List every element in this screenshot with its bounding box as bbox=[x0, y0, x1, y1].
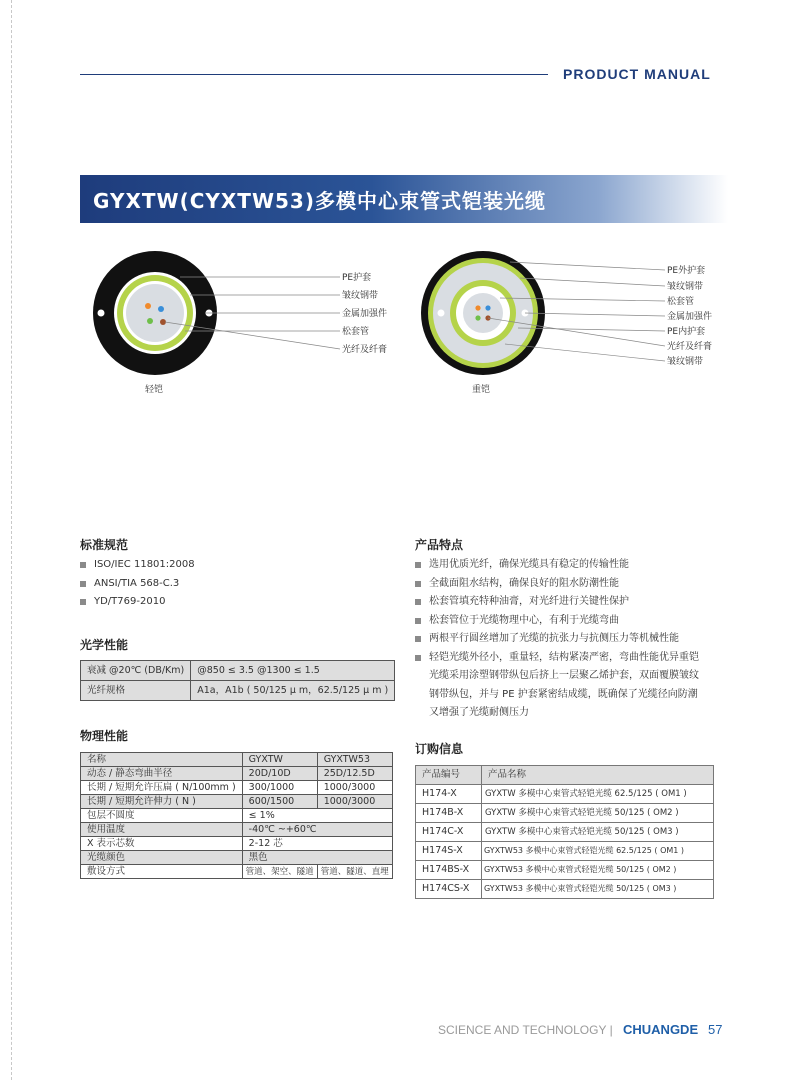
heavy-loose-tube bbox=[463, 293, 503, 333]
table-cell: 敷设方式 bbox=[81, 865, 243, 879]
table-cell: 25D/12.5D bbox=[317, 767, 392, 781]
feature-continuation-line: 又增强了光缆耐侧压力 bbox=[429, 707, 529, 718]
table-header-cell: 产品编号 bbox=[416, 766, 482, 785]
table-header-cell: 产品名称 bbox=[482, 766, 714, 785]
light-fiber-blue bbox=[158, 306, 164, 312]
table-cell: 600/1500 bbox=[242, 795, 317, 809]
physical-title: 物理性能 bbox=[80, 729, 129, 743]
feature-item: 全截面阻水结构，确保良好的阻水防潮性能 bbox=[415, 575, 699, 594]
table-cell: GYXTW 多模中心束管式轻铠光缆 50/125 ( OM2 ) bbox=[482, 804, 714, 823]
light-fiber-green bbox=[147, 318, 153, 324]
feature-continuation-line: 光缆采用涂塑钢带纵包后挤上一层聚乙烯护套，双面覆膜皱纹 bbox=[429, 670, 699, 681]
page-number: 57 bbox=[708, 1022, 723, 1037]
table-cell: H174C-X bbox=[416, 823, 482, 842]
table-cell: GYXTW 多模中心束管式轻铠光缆 62.5/125 ( OM1 ) bbox=[482, 785, 714, 804]
optical-table bbox=[80, 660, 395, 701]
table-row bbox=[81, 809, 393, 823]
table-cell: H174CS-X bbox=[416, 880, 482, 899]
heavy-fiber-green bbox=[475, 315, 480, 320]
table-cell: GYXTW53 多模中心束管式轻铠光缆 62.5/125 ( OM1 ) bbox=[482, 842, 714, 861]
table-row bbox=[416, 823, 714, 842]
table-cell: H174S-X bbox=[416, 842, 482, 861]
table-cell: 长期 / 短期允许压扁 ( N/100mm ) bbox=[81, 781, 243, 795]
standards-list bbox=[80, 556, 195, 612]
table-row bbox=[81, 823, 393, 837]
product-title: GYXTW(CYXTW53)多模中心束管式铠装光缆 bbox=[93, 189, 546, 213]
table-cell: ≤ 1% bbox=[242, 809, 392, 823]
table-cell: A1a，A1b ( 50/125 μ m，62.5/125 μ m ) bbox=[191, 681, 395, 701]
heavy-label-loose-tube: 松套管 bbox=[667, 297, 695, 307]
table-cell: 使用温度 bbox=[81, 823, 243, 837]
table-cell: 黑色 bbox=[242, 851, 392, 865]
table-cell: -40℃ ~+60℃ bbox=[242, 823, 392, 837]
table-row bbox=[81, 795, 393, 809]
table-cell: GYXTW53 多模中心束管式轻铠光缆 50/125 ( OM3 ) bbox=[482, 880, 714, 899]
heavy-label-pe-inner-sheath: PE内护套 bbox=[667, 327, 706, 337]
feature-continuation-line: 钢带纵包，并与 PE 护套紧密结成缆，既确保了光缆径向防潮 bbox=[429, 688, 698, 700]
light-caption: 轻铠 bbox=[145, 385, 164, 395]
header-title: PRODUCT MANUAL bbox=[563, 66, 711, 82]
features-title: 产品特点 bbox=[415, 538, 464, 552]
feature-continuation bbox=[429, 667, 699, 723]
table-row bbox=[81, 767, 393, 781]
table-cell: H174B-X bbox=[416, 804, 482, 823]
feature-item: 两根平行圆丝增加了光缆的抗张力与抗侧压力等机械性能 bbox=[415, 630, 699, 649]
table-cell: 衰减 @20℃ (DB/Km) bbox=[81, 661, 191, 681]
feature-item: 松套管填充特种油膏，对光纤进行关键性保护 bbox=[415, 593, 699, 612]
feature-item: 轻铠光缆外径小，重量轻，结构紧凑严密，弯曲性能优异重铠 bbox=[415, 649, 699, 668]
standards-title: 标准规范 bbox=[80, 538, 129, 552]
heavy-fiber-orange bbox=[475, 305, 480, 310]
heavy-label-strength-member: 金属加强件 bbox=[667, 312, 713, 322]
table-cell: 1000/3000 bbox=[317, 795, 392, 809]
table-header-cell: GYXTW bbox=[242, 753, 317, 767]
table-row bbox=[81, 681, 395, 701]
standard-item: ISO/IEC 11801:2008 bbox=[80, 556, 195, 575]
heavy-label-pe-outer-sheath: PE外护套 bbox=[667, 266, 706, 276]
table-cell: 1000/3000 bbox=[317, 781, 392, 795]
table-row bbox=[81, 661, 395, 681]
table-row bbox=[416, 842, 714, 861]
table-row bbox=[81, 865, 393, 879]
light-label-strength-member: 金属加强件 bbox=[342, 309, 388, 319]
heavy-fiber-blue bbox=[485, 305, 490, 310]
ordering-title: 订购信息 bbox=[415, 742, 464, 756]
features-list bbox=[415, 556, 699, 667]
table-cell: 包层不圆度 bbox=[81, 809, 243, 823]
table-cell: 2-12 芯 bbox=[242, 837, 392, 851]
table-cell: 光缆颜色 bbox=[81, 851, 243, 865]
heavy-label-steel-tape-inner: 皱纹钢带 bbox=[667, 357, 704, 367]
light-armor-cable-diagram bbox=[93, 251, 387, 395]
table-cell: 动态 / 静态弯曲半径 bbox=[81, 767, 243, 781]
standard-item: YD/T769-2010 bbox=[80, 593, 195, 612]
light-label-steel-tape: 皱纹钢带 bbox=[342, 291, 379, 301]
footer-tagline: SCIENCE AND TECHNOLOGY | bbox=[438, 1023, 613, 1037]
table-cell: 光纤规格 bbox=[81, 681, 191, 701]
table-header-cell: GYXTW53 bbox=[317, 753, 392, 767]
table-cell: 长期 / 短期允许伸力 ( N ) bbox=[81, 795, 243, 809]
table-row bbox=[416, 861, 714, 880]
ordering-table bbox=[415, 765, 714, 899]
heavy-label-fiber-gel: 光纤及纤膏 bbox=[667, 342, 713, 352]
heavy-armor-cable-diagram bbox=[421, 251, 712, 395]
table-cell: GYXTW53 多模中心束管式轻铠光缆 50/125 ( OM2 ) bbox=[482, 861, 714, 880]
table-cell: 管道、架空、隧道 bbox=[242, 865, 317, 879]
table-row bbox=[81, 837, 393, 851]
heavy-caption: 重铠 bbox=[472, 385, 491, 395]
light-label-fiber-gel: 光纤及纤膏 bbox=[342, 345, 388, 355]
table-row bbox=[81, 781, 393, 795]
cable-cross-section-diagrams bbox=[0, 0, 800, 420]
feature-item: 松套管位于光缆物理中心，有利于光缆弯曲 bbox=[415, 612, 699, 631]
light-label-pe-sheath: PE护套 bbox=[342, 273, 372, 283]
table-row bbox=[416, 785, 714, 804]
light-fiber-orange bbox=[145, 303, 151, 309]
table-cell: 管道、隧道、直埋 bbox=[317, 865, 392, 879]
feature-item: 选用优质光纤，确保光缆具有稳定的传输性能 bbox=[415, 556, 699, 575]
footer-brand: CHUANGDE bbox=[623, 1022, 699, 1037]
table-cell: 300/1000 bbox=[242, 781, 317, 795]
light-strength-member-left bbox=[98, 310, 105, 317]
table-cell: H174-X bbox=[416, 785, 482, 804]
optical-title: 光学性能 bbox=[80, 638, 129, 652]
table-cell: 20D/10D bbox=[242, 767, 317, 781]
light-loose-tube bbox=[126, 284, 184, 342]
light-label-loose-tube: 松套管 bbox=[342, 327, 370, 337]
table-cell: H174BS-X bbox=[416, 861, 482, 880]
table-header-cell: 名称 bbox=[81, 753, 243, 767]
table-cell: GYXTW 多模中心束管式轻铠光缆 50/125 ( OM3 ) bbox=[482, 823, 714, 842]
physical-table bbox=[80, 752, 393, 879]
table-cell: X 表示芯数 bbox=[81, 837, 243, 851]
standard-item: ANSI/TIA 568-C.3 bbox=[80, 575, 195, 594]
table-row bbox=[416, 804, 714, 823]
table-row bbox=[81, 753, 393, 767]
table-cell: @850 ≤ 3.5 @1300 ≤ 1.5 bbox=[191, 661, 395, 681]
heavy-strength-member-left bbox=[438, 310, 445, 317]
table-row bbox=[416, 880, 714, 899]
table-row bbox=[81, 851, 393, 865]
heavy-label-steel-tape-outer: 皱纹钢带 bbox=[667, 282, 704, 292]
table-row bbox=[416, 766, 714, 785]
